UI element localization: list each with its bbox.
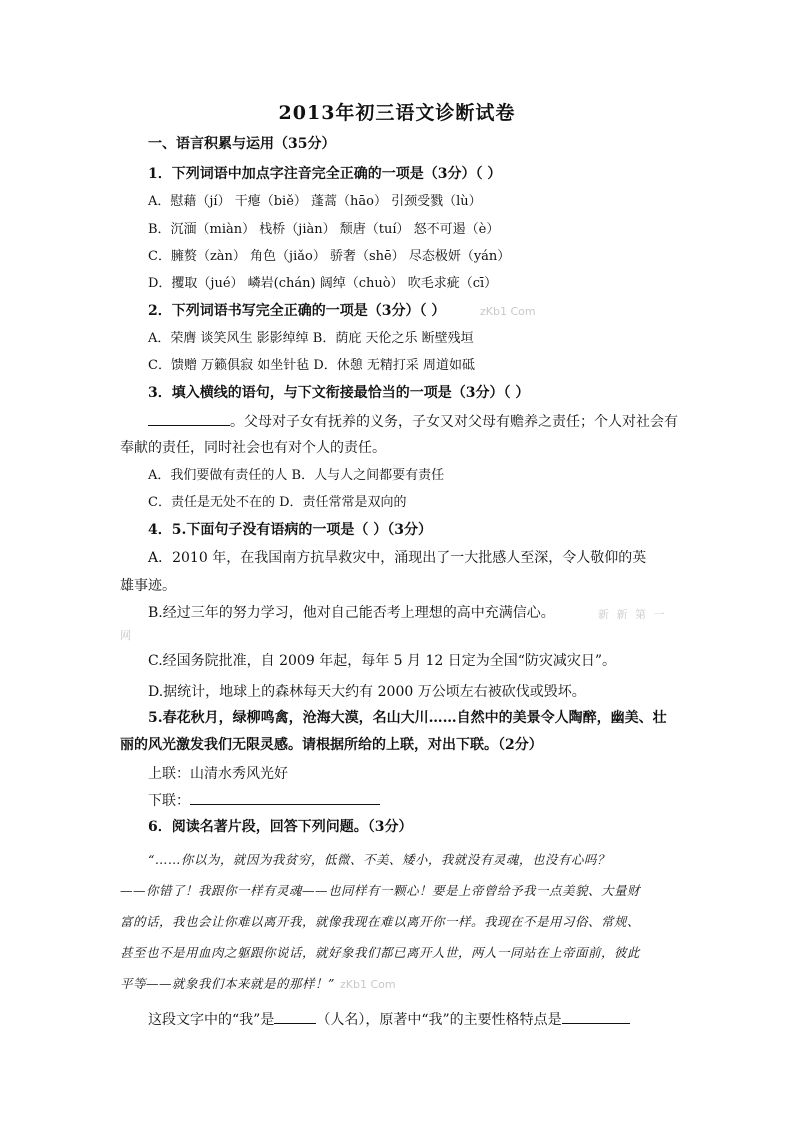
question-6-stem: 6．阅读名著片段，回答下列问题。（3分） — [148, 819, 413, 835]
question-2-options-ab: A．荣膺 谈笑风生 影影绰绰 B．荫庇 天伦之乐 断壁残垣 — [148, 331, 474, 346]
excerpt-line-1: “……你以为，就因为我贫穷，低微、不美、矮小，我就没有灵魂，也没有心吗？ — [148, 852, 610, 867]
question-4-option-c: C.经国务院批准，自 2009 年起，每年 5 月 12 日定为全国“防灾减灾日”。 — [148, 653, 617, 669]
watermark-text: 新 新 第 一 — [598, 608, 667, 621]
question-2-options-cd: C．馈赠 万籁俱寂 如坐针毡 D．休憩 无精打采 周道如砥 — [148, 358, 476, 373]
question-3-text-1: 。父母对子女有抚养的义务，子女又对父母有赡养之责任；个人对社会有 — [230, 414, 678, 430]
question-1-stem: 1．下列词语中加点字注音完全正确的一项是（3分）（ ） — [148, 166, 502, 182]
question-1-option-a: A．慰藉（jí） 干瘪（biě） 蓬蒿（hāo） 引颈受戮（lù） — [148, 194, 482, 209]
name-blank[interactable] — [274, 1009, 316, 1024]
lower-couplet-blank[interactable] — [190, 790, 380, 805]
question-4-option-a-line-2: 雄事迹。 — [120, 578, 176, 594]
excerpt-line-5: 平等——就象我们本来就是的那样！” — [120, 976, 335, 991]
question-1-option-b: B．沉湎（miàn） 栈桥（jiàn） 颓唐（tuí） 怒不可遏（è） — [148, 222, 500, 237]
excerpt-line-3: 富的话，我也会让你难以离开我，就像我现在难以离开你一样。我现在不是用习俗、常规、 — [120, 914, 641, 929]
question-5-stem-line-1: 5.春花秋月，绿柳鸣禽，沧海大漠，名山大川……自然中的美景令人陶醉，幽美、壮 — [148, 710, 667, 726]
question-1-option-d: D．攫取（jué） 嶙岩(chán) 阔绰（chuò） 吹毛求疵（cī） — [148, 276, 498, 291]
question-5-stem-line-2: 丽的风光激发我们无限灵感。请根据所给的上联，对出下联。（2分） — [120, 737, 543, 753]
question-3-passage-line-1 — [148, 411, 678, 432]
question-6-ask — [148, 1009, 630, 1030]
question-6-ask-part-2: （人名），原著中“我”的主要性格特点是 — [316, 1012, 562, 1028]
lower-couplet-label: 下联： — [148, 793, 190, 809]
trait-blank[interactable] — [562, 1009, 630, 1024]
question-3-options-ab: A．我们要做有责任的人 B．人与人之间都要有责任 — [148, 468, 445, 483]
watermark-text: zKb1 Com — [480, 305, 536, 318]
question-3-options-cd: C．责任是无处不在的 D．责任常常是双向的 — [148, 495, 407, 510]
question-2-stem: 2．下列词语书写完全正确的一项是（3分）（ ） — [148, 303, 446, 319]
answer-blank[interactable] — [148, 411, 230, 426]
section-heading: 一、语言积累与运用（35分） — [148, 136, 336, 152]
watermark-text: 网 — [120, 629, 131, 642]
upper-couplet: 上联：山清水秀风光好 — [148, 766, 288, 782]
question-6-ask-part-1: 这段文字中的“我”是 — [148, 1012, 275, 1028]
question-3-stem: 3．填入横线的语句，与下文衔接最恰当的一项是（3分）（ ） — [148, 385, 530, 401]
question-4-option-b: B.经过三年的努力学习，他对自己能否考上理想的高中充满信心。 — [148, 605, 555, 621]
question-3-passage-line-2: 奉献的责任，同时社会也有对个人的责任。 — [120, 440, 386, 456]
watermark-text: zKb1 Com — [340, 978, 396, 991]
question-4-stem: 4．5.下面句子没有语病的一项是（ ）（3分） — [148, 522, 432, 538]
question-4-option-d: D.据统计，地球上的森林每天大约有 2000 万公顷左右被砍伐或毁坏。 — [148, 684, 586, 700]
excerpt-line-2: ——你错了！我跟你一样有灵魂——也同样有一颗心！要是上帝曾给予我一点美貌、大量财 — [120, 883, 641, 898]
question-4-option-a-line-1: A．2010 年，在我国南方抗旱救灾中，涌现出了一大批感人至深，令人敬仰的英 — [148, 550, 647, 566]
question-1-option-c: C．臃赘（zàn） 角色（jiǎo） 骄奢（shē） 尽态极妍（yán） — [148, 249, 511, 264]
page-title: 2013年初三语文诊断试卷 — [278, 102, 516, 124]
lower-couplet-line — [148, 790, 380, 811]
excerpt-line-4: 甚至也不是用血肉之躯跟你说话，就好象我们都已离开人世，两人一同站在上帝面前，彼此 — [120, 945, 641, 960]
